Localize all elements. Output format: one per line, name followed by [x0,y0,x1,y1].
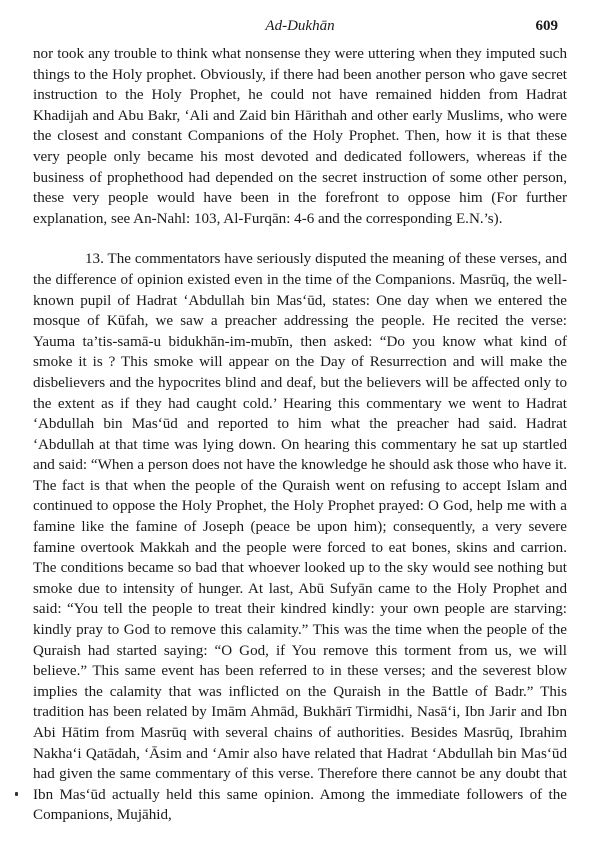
page-number: 609 [535,18,558,34]
stray-ink-mark [15,792,18,796]
running-title: Ad-Dukhān [265,18,335,34]
paragraph-continuation: nor took any trouble to think what nonsense they were uttering when they imputed such things to the Holy prophet. Obviously, if there had been another person who gave secret instruction to the Holy Prophet, he could not have remained hidden from Hadrat Khadijah and Abu Bakr, ‘Ali and Zaid bin Hārithah and other early Muslims, who were the closest and constant Companions of the Holy Prophet. Then, how it is that these very people only became his most devoted and dedicated followers, whereas if the business of prophethood had depended on the secret instruction of some other person, these very people would have been in the forefront to oppose him (For further explanation, see An-Nahl: 103, Al-Furqān: 4-6 and the corresponding E.N.’s). [33,46,567,227]
running-header [0,15,600,37]
paragraph-note-13: 13. The commentators have seriously disputed the meaning of these verses, and the difference of opinion existed even in the time of the Companions. Masrūq, the well-known pupil of Hadrat ‘Abdullah bin Mas‘ūd, states: One day when we entered the mosque of Kūfah, we saw a preacher addressing the people. He recited the verse: Yauma ta’tis-samā-u bidukhān-im-mubīn, then asked: “Do you know what kind of smoke it is ? This smoke will appear on the Day of Resurrection and will make the disbelievers and the hypocrites blind and deaf, but the believers will be affected only to the extent as if they had caught cold.’ Hearing this commentary we went to Hadrat ‘Abdullah bin Mas‘ūd and reported to him what the preacher had said. Hadrat ‘Abdullah at that time was lying down. On hearing this commentary he sat up startled and said: “When a person does not have the knowledge he should ask those who have it. The fact is that when the people of the Quraish went on refusing to accept Islam and continued to oppose the Holy Prophet, the Holy Prophet prayed: O God, help me with a famine like the famine of Joseph (peace be upon him); consequently, a very severe famine overtook Makkah and the people were forced to eat bones, skins and carrion. The conditions became so bad that whoever looked up to the sky would see nothing but smoke due to intensity of hunger. At last, Abū Sufyān came to the Holy Prophet and said: “You tell the people to treat their kindred kindly: your own people are starving: kindly pray to God to remove this calamity.” This was the time when the people of the Quraish had started saying: “O God, if You remove this torment from us, we will believe.” This same event has been referred to in these verses; and the severest blow implies the calamity that was inflicted on the Quraish in the Battle of Badr.” This tradition has been related by Imām Ahmād, Bukhārī Tirmidhi, Nasā‘i, Ibn Jarir and Ibn Abi Hātim from Masrūq with several chains of authorities. Besides Masrūq, Ibrahim Nakha‘i Qatādah, ‘Āsim and ‘Amir also have related that Hadrat ‘Abdullah bin Mas‘ūd had given the same commentary of this verse. Therefore there cannot be any doubt that Ibn Mas‘ūd actually held this same opinion. Among the immediate followers of the Companions, Mujāhid, [33,251,567,824]
body-text [33,44,567,826]
